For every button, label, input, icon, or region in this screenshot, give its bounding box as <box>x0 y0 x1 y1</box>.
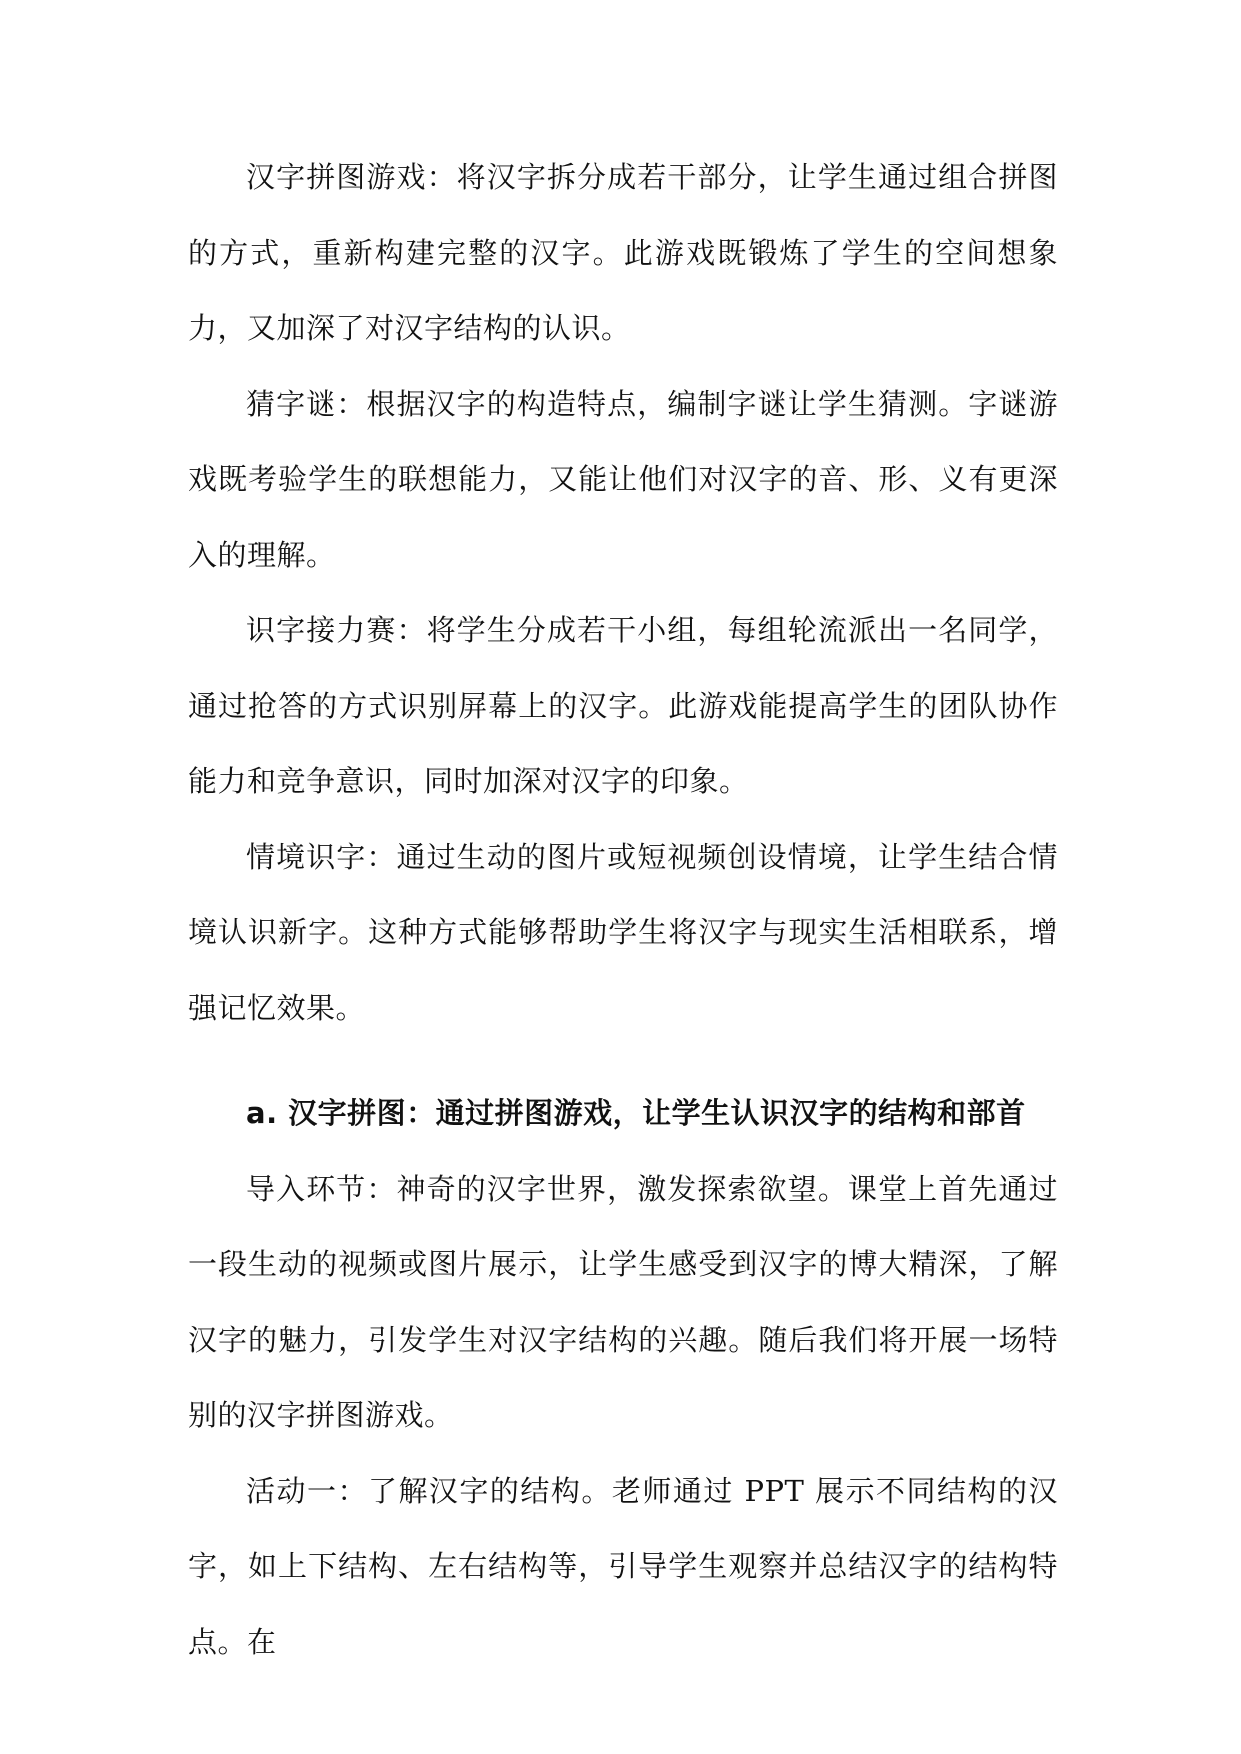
paragraph-activity-one: 活动一：了解汉字的结构。老师通过 PPT 展示不同结构的汉字，如上下结构、左右结构等，引导学生观察并总结汉字的结构特点。在 <box>188 1473 1058 1659</box>
paragraph-jigsaw-game: 汉字拼图游戏：将汉字拆分成若干部分，让学生通过组合拼图的方式，重新构建完整的汉字。此游戏既锻炼了学生的空间想象力，又加深了对汉字结构的认识。 <box>188 160 1058 345</box>
paragraph-situational-literacy: 情境识字：通过生动的图片或短视频创设情境，让学生结合情境认识新字。这种方式能够帮助学生将汉字与现实生活相联系，增强记忆效果。 <box>188 839 1058 1025</box>
paragraph-introduction: 导入环节：神奇的汉字世界，激发探索欲望。课堂上首先通过一段生动的视频或图片展示，让学生感受到汉字的博大精深，了解汉字的魅力，引发学生对汉字结构的兴趣。随后我们将开展一场特别的汉字拼图游戏。 <box>188 1171 1058 1432</box>
section-heading: a. 汉字拼图：通过拼图游戏，让学生认识汉字的结构和部首 <box>246 1096 1026 1130</box>
paragraph-relay-race: 识字接力赛：将学生分成若干小组，每组轮流派出一名同学，通过抢答的方式识别屏幕上的汉字。此游戏能提高学生的团队协作能力和竞争意识，同时加深对汉字的印象。 <box>188 613 1058 798</box>
document-page <box>188 140 1058 1680</box>
paragraph-riddle: 猜字谜：根据汉字的构造特点，编制字谜让学生猜测。字谜游戏既考验学生的联想能力，又能让他们对汉字的音、形、义有更深入的理解。 <box>188 386 1058 572</box>
